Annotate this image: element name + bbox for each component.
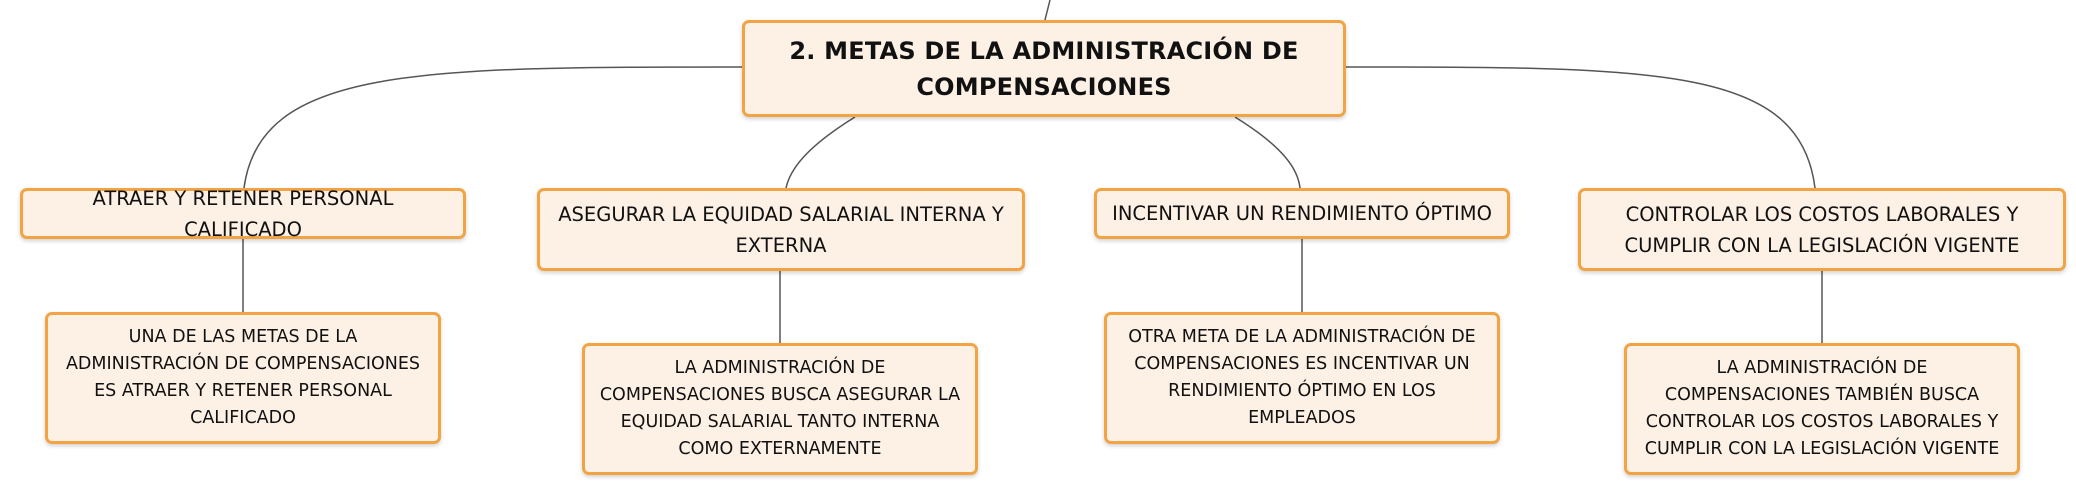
detail-text: LA ADMINISTRACIÓN DE COMPENSACIONES TAMBIÉN BUSCA CONTROLAR LOS COSTOS LABORALES Y CUMPLIR CON LA LEGISLACIÓN VIGENTE bbox=[1644, 358, 2000, 459]
connector-to-parent bbox=[1045, 0, 1050, 20]
detail-text: LA ADMINISTRACIÓN DE COMPENSACIONES BUSCA ASEGURAR LA EQUIDAD SALARIAL TANTO INTERNA COMO EXTERNAMENTE bbox=[599, 358, 961, 459]
central-topic-node[interactable] bbox=[742, 20, 1346, 117]
central-topic-label: 2. METAS DE LA ADMINISTRACIÓN DE COMPENSACIONES bbox=[789, 36, 1299, 101]
branch-label: ASEGURAR LA EQUIDAD SALARIAL INTERNA Y EXTERNA bbox=[558, 202, 1004, 257]
connector-root-branch-2 bbox=[786, 117, 855, 188]
branch-label: INCENTIVAR UN RENDIMIENTO ÓPTIMO bbox=[1112, 202, 1492, 225]
detail-node-optimal-performance[interactable] bbox=[1104, 312, 1500, 444]
detail-text: UNA DE LAS METAS DE LA ADMINISTRACIÓN DE COMPENSACIONES ES ATRAER Y RETENER PERSONAL CALIFICADO bbox=[65, 327, 421, 428]
branch-node-salary-equity[interactable] bbox=[537, 188, 1025, 271]
branch-node-control-costs[interactable] bbox=[1578, 188, 2066, 271]
detail-node-salary-equity[interactable] bbox=[582, 343, 978, 475]
branch-label: CONTROLAR LOS COSTOS LABORALES Y CUMPLIR CON LA LEGISLACIÓN VIGENTE bbox=[1624, 202, 2020, 257]
branch-node-attract-retain[interactable] bbox=[20, 188, 466, 239]
detail-node-control-costs[interactable] bbox=[1624, 343, 2020, 475]
branch-label: ATRAER Y RETENER PERSONAL CALIFICADO bbox=[92, 186, 394, 241]
connector-root-branch-3 bbox=[1235, 117, 1300, 188]
detail-node-attract-retain[interactable] bbox=[45, 312, 441, 444]
connector-root-branch-1 bbox=[244, 67, 742, 188]
branch-node-optimal-performance[interactable] bbox=[1094, 188, 1510, 239]
connector-root-branch-4 bbox=[1346, 67, 1815, 188]
detail-text: OTRA META DE LA ADMINISTRACIÓN DE COMPENSACIONES ES INCENTIVAR UN RENDIMIENTO ÓPTIMO EN LOS EMPLEADOS bbox=[1128, 327, 1476, 428]
